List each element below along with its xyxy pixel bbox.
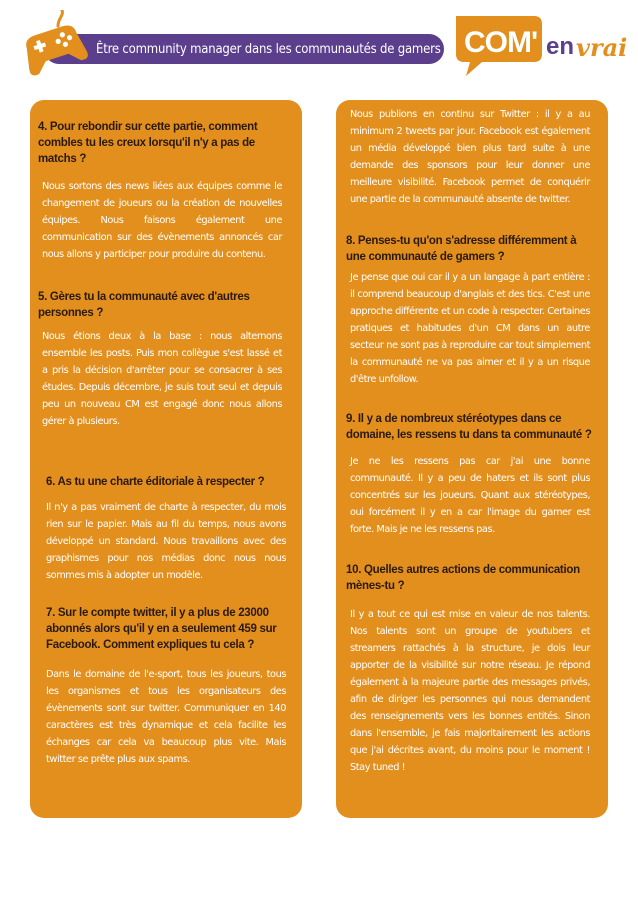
answer-9: Je ne les ressens pas car j'ai une bonne communauté. Il y a peu de haters et ils sont plus concentrés sur les joueurs. Quant aux stéréotypes, oui forcément il y en a car l'image du gamer est forte. Mais je ne les ressens pas. — [350, 456, 590, 535]
question-8: 8. Penses-tu qu'on s'adresse différemment à une communauté de gamers ? — [346, 235, 577, 263]
answer-4: Nous sortons des news liées aux équipes comme le changement de joueurs ou la création de nouvelles équipes. Nous faisons également une communication sur des évènements annoncés car nous allons y participer pour produire du contenu. — [42, 181, 282, 260]
question-4: 4. Pour rebondir sur cette partie, comment combles tu les creux lorsqu'il n'y a pas de matchs ? — [38, 121, 258, 165]
answer-10: Il y a tout ce qui est mise en valeur de nos talents. Nos talents sont un groupe de youtubers et streamers rattachés à la structure, je dois leur apporter de la visibilité sur notre réseau. Je répond également à la majeure partie des messages privés, afin de diriger les personnes qui nous demandent des renseignements vers les bonnes entités. Sinon dans l'ensemble, je fais majoritairement les actions que j'ai décrites avant, du moins pour le moment ! Stay tuned ! — [350, 609, 590, 773]
question-7: 7. Sur le compte twitter, il y a plus de 23000 abonnés alors qu'il y en a seulement 459 sur Facebook. Comment expliques tu cela ? — [46, 607, 277, 651]
answer-8: Je pense que oui car il y a un langage à part entière : il comprend beaucoup d'anglais et des tics. C'est une approche différente et un code à respecter. Certaines pratiques et habitudes d'un CM dans un autre secteur ne sont pas à reproduire car tout simplement la communauté ne va pas aimer et il y a un risque d'être unfollow. — [350, 272, 590, 385]
answer-7: Dans le domaine de l'e-sport, tous les joueurs, tous les organismes et tous les organisateurs des évènements sont sur twitter. Communiquer en 140 caractères est très dynamique et cela facilite les échanges car cela va beaucoup plus vite. Mais twitter se prête plus aux spams. — [46, 669, 286, 765]
logo-en-text: en — [546, 33, 575, 60]
question-9: 9. Il y a de nombreux stéréotypes dans ce domaine, les ressens tu dans ta communauté ? — [346, 413, 592, 441]
question-10: 10. Quelles autres actions de communication mènes-tu ? — [346, 564, 580, 592]
logo-vrai-text: vrai — [576, 33, 628, 62]
page-title: Être community manager dans les communautés de gamers — [96, 42, 441, 57]
question-5: 5. Gères tu la communauté avec d'autres personnes ? — [38, 291, 250, 319]
answer-7-continued: Nous publions en continu sur Twitter : il y a au minimum 2 tweets par jour. Facebook est également un média développé bien plus tard suite à une demande des sponsors pour leur donner une meilleure visibilité. Facebook permet de conquérir une partie de la communauté absente de twitter. — [350, 109, 590, 205]
logo-main-text: COM' — [464, 26, 538, 59]
answer-6: Il n'y a pas vraiment de charte à respecter, du mois rien sur le papier. Mais au fil du temps, nous avons développé un standard. Nous travaillons avec des graphismes pour nos médias donc nous nous sommes mis à adopter un modèle. — [46, 502, 286, 581]
answer-5: Nous étions deux à la base : nous alternons ensemble les posts. Puis mon collègue s'est lassé et a pris la décision d'arrêter pour se consacrer à ses études. Depuis décembre, je suis tout seul et depuis peu un nouveau CM est engagé donc nous allons gérer à plusieurs. — [42, 331, 282, 427]
question-6: 6. As tu une charte éditoriale à respecter ? — [46, 476, 265, 488]
gamepad-icon — [14, 10, 94, 76]
brand-logo — [448, 10, 628, 80]
